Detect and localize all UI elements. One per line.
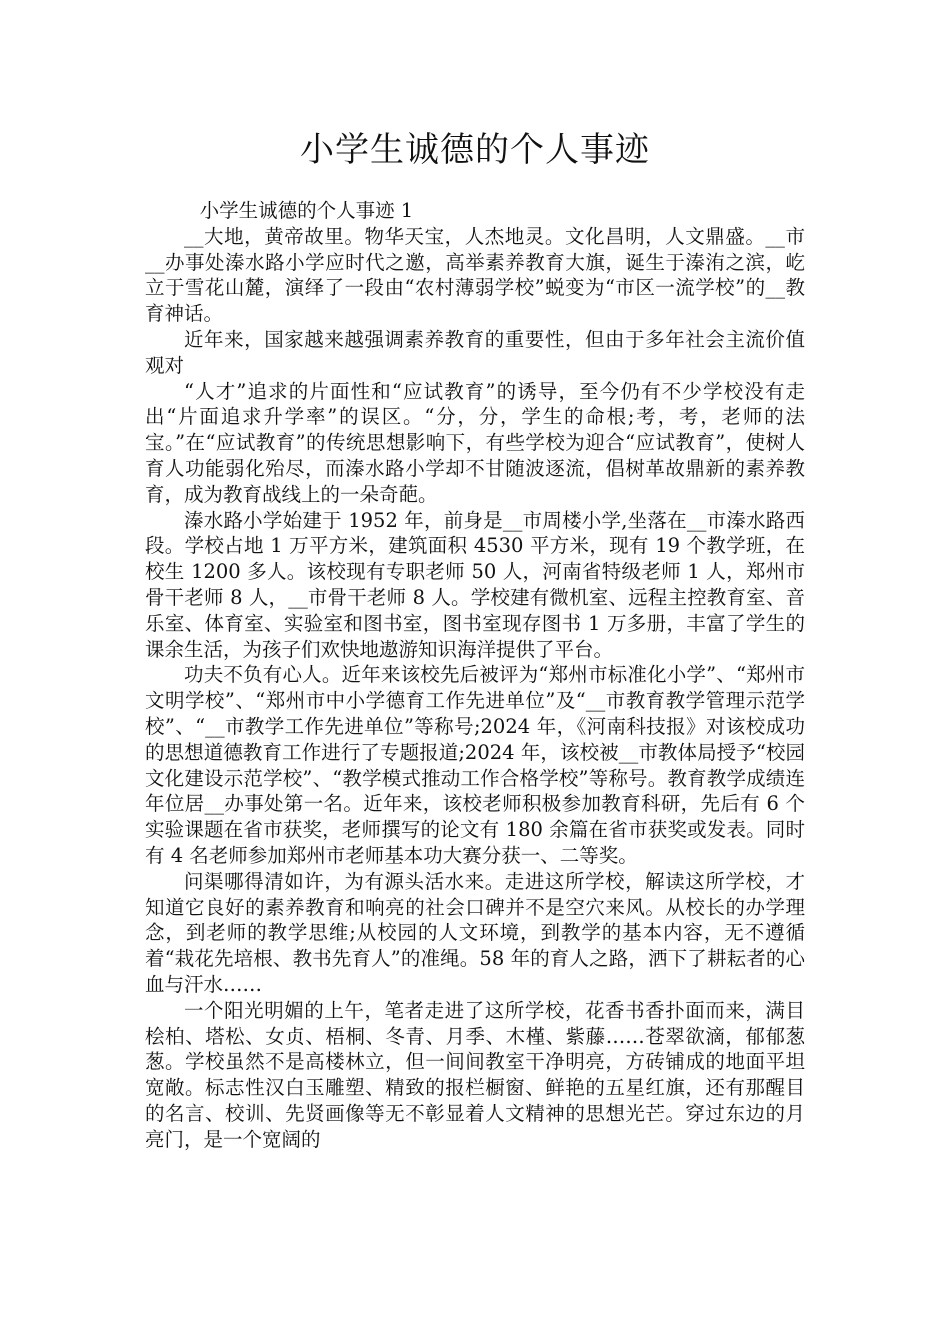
- paragraph: __大地，黄帝故里。物华天宝，人杰地灵。文化昌明，人文鼎盛。__市__办事处溱水路小学应时代之邀，高举素养教育大旗，诞生于溱洧之滨，屹立于雪花山麓，演绎了一段由“农村薄弱学校”蜕变为“市区一流学校”的__教育神话。: [145, 224, 805, 326]
- document-title: 小学生诚德的个人事迹: [300, 130, 650, 170]
- section-heading: 小学生诚德的个人事迹 1: [199, 199, 414, 222]
- paragraph: “人才”追求的片面性和“应试教育”的诱导，至今仍有不少学校没有走出“片面追求升学率”的误区。“分，分，学生的命根;考，考，老师的法宝。”在“应试教育”的传统思想影响下，有些学校为迎合“应试教育”，使树人育人功能弱化殆尽，而溱水路小学却不甘随波逐流，倡树革故鼎新的素养教育，成为教育战线上的一朵奇葩。: [145, 379, 805, 506]
- paragraph: 近年来，国家越来越强调素养教育的重要性，但由于多年社会主流价值观对: [145, 327, 805, 377]
- paragraph: 功夫不负有心人。近年来该校先后被评为“郑州市标准化小学”、“郑州市文明学校”、“郑州市中小学德育工作先进单位”及“__市教育教学管理示范学校”、“__市教学工作先进单位”等称号;2024 年，《河南科技报》对该校成功的思想道德教育工作进行了专题报道;2024 年，该校被__市教体局授予“校园文化建设示范学校”、“教学模式推动工作合格学校”等称号。教育教学成绩连年位居__办事处第一名。近年来，该校老师积极参加教育科研，先后有 6 个实验课题在省市获奖，老师撰写的论文有 180 余篇在省市获奖或发表。同时有 4 名老师参加郑州市老师基本功大赛分获一、二等奖。: [145, 663, 805, 867]
- paragraph: 问渠哪得清如许，为有源头活水来。走进这所学校，解读这所学校，才知道它良好的素养教育和响亮的社会口碑并不是空穴来风。从校长的办学理念，到老师的教学思维;从校园的人文环境，到教学的基本内容，无不遵循着“栽花先培根、教书先育人”的准绳。58 年的育人之路，洒下了耕耘者的心血与汗水……: [145, 869, 805, 996]
- paragraph: 一个阳光明媚的上午，笔者走进了这所学校，花香书香扑面而来，满目桧柏、塔松、女贞、梧桐、冬青、月季、木槿、紫藤……苍翠欲滴，郁郁葱葱。学校虽然不是高楼林立，但一间间教室干净明亮，方砖铺成的地面平坦宽敞。标志性汉白玉雕塑、精致的报栏橱窗、鲜艳的五星红旗，还有那醒目的名言、校训、先贤画像等无不彰显着人文精神的思想光芒。穿过东边的月亮门，是一个宽阔的: [145, 998, 805, 1151]
- document-body: [145, 198, 805, 1152]
- paragraph: 溱水路小学始建于 1952 年，前身是__市周楼小学,坐落在__市溱水路西段。学校占地 1 万平方米，建筑面积 4530 平方米，现有 19 个教学班，在校生 1200 多人。该校现有专职老师 50 人，河南省特级老师 1 人，郑州市骨干老师 8 人，__市骨干老师 8 人。学校建有微机室、远程主控教育室、音乐室、体育室、实验室和图书室，图书室现存图书 1 万多册，丰富了学生的课余生活，为孩子们欢快地遨游知识海洋提供了平台。: [145, 508, 805, 661]
